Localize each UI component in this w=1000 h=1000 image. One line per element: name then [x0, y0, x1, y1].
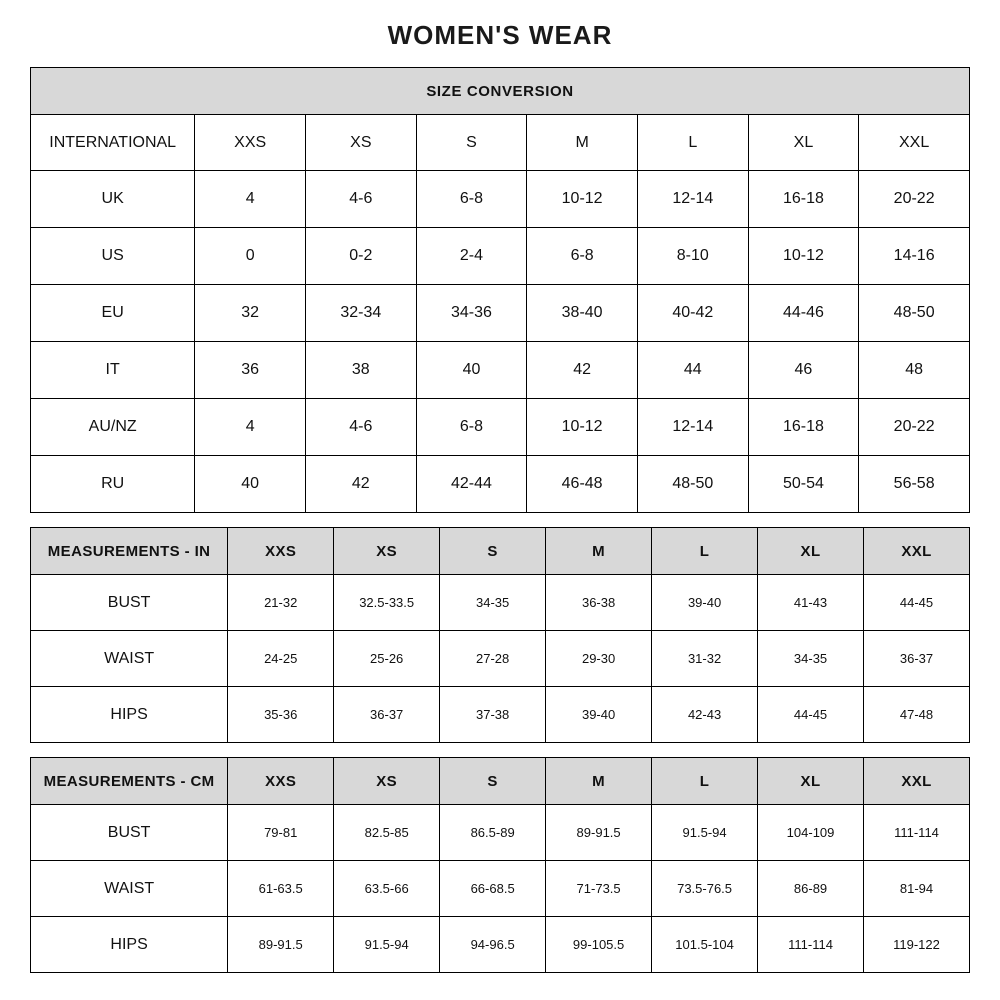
size-value-cell: 82.5-85: [334, 805, 440, 861]
size-value-cell: 4-6: [305, 399, 416, 456]
size-value-cell: 0-2: [305, 228, 416, 285]
size-value-cell: 34-35: [440, 575, 546, 631]
size-value-cell: 40-42: [637, 285, 748, 342]
size-value-cell: 32: [195, 285, 306, 342]
size-value-cell: 44: [637, 342, 748, 399]
table-row: [31, 687, 970, 743]
row-label: UK: [31, 171, 195, 228]
size-column-header: XS: [305, 115, 416, 171]
size-value-cell: 48-50: [637, 456, 748, 513]
size-value-cell: 79-81: [228, 805, 334, 861]
size-value-cell: 10-12: [527, 171, 638, 228]
size-value-cell: 111-114: [758, 917, 864, 973]
size-value-cell: 31-32: [652, 631, 758, 687]
size-value-cell: 50-54: [748, 456, 859, 513]
size-value-cell: 40: [195, 456, 306, 513]
size-value-cell: 41-43: [758, 575, 864, 631]
size-value-cell: 61-63.5: [228, 861, 334, 917]
size-value-cell: 21-32: [228, 575, 334, 631]
table-row: [31, 228, 970, 285]
row-label-header: MEASUREMENTS - IN: [31, 528, 228, 575]
row-label: WAIST: [31, 861, 228, 917]
size-value-cell: 44-46: [748, 285, 859, 342]
size-value-cell: 4-6: [305, 171, 416, 228]
size-column-header: XXL: [864, 528, 970, 575]
size-conversion-banner: SIZE CONVERSION: [31, 68, 970, 115]
size-column-header: XS: [334, 758, 440, 805]
size-value-cell: 46: [748, 342, 859, 399]
size-value-cell: 111-114: [864, 805, 970, 861]
size-value-cell: 36-37: [864, 631, 970, 687]
size-value-cell: 47-48: [864, 687, 970, 743]
size-value-cell: 10-12: [527, 399, 638, 456]
table-row: [31, 631, 970, 687]
measurements-in-body: [31, 575, 970, 743]
measurements-in-header-row: [31, 528, 970, 575]
size-value-cell: 86-89: [758, 861, 864, 917]
size-value-cell: 32-34: [305, 285, 416, 342]
size-value-cell: 48-50: [859, 285, 970, 342]
size-value-cell: 2-4: [416, 228, 527, 285]
table-row: [31, 399, 970, 456]
row-label-header: INTERNATIONAL: [31, 115, 195, 171]
size-value-cell: 89-91.5: [546, 805, 652, 861]
size-value-cell: 34-35: [758, 631, 864, 687]
size-value-cell: 6-8: [416, 171, 527, 228]
size-column-header: XL: [758, 758, 864, 805]
row-label: HIPS: [31, 687, 228, 743]
table-row: [31, 285, 970, 342]
size-value-cell: 16-18: [748, 399, 859, 456]
table-row: [31, 805, 970, 861]
size-conversion-body: [31, 171, 970, 513]
size-value-cell: 35-36: [228, 687, 334, 743]
size-column-header: XS: [334, 528, 440, 575]
size-column-header: XXS: [228, 528, 334, 575]
size-value-cell: 10-12: [748, 228, 859, 285]
row-label: EU: [31, 285, 195, 342]
size-value-cell: 71-73.5: [546, 861, 652, 917]
size-column-header: XL: [748, 115, 859, 171]
size-value-cell: 12-14: [637, 399, 748, 456]
size-value-cell: 42: [527, 342, 638, 399]
size-value-cell: 36: [195, 342, 306, 399]
size-column-header: L: [652, 528, 758, 575]
row-label-header: MEASUREMENTS - CM: [31, 758, 228, 805]
size-value-cell: 6-8: [527, 228, 638, 285]
row-label: BUST: [31, 575, 228, 631]
table-row: [31, 917, 970, 973]
size-column-header: M: [546, 758, 652, 805]
measurements-in-table: [30, 527, 970, 743]
size-value-cell: 40: [416, 342, 527, 399]
size-value-cell: 16-18: [748, 171, 859, 228]
size-value-cell: 81-94: [864, 861, 970, 917]
size-column-header: L: [637, 115, 748, 171]
size-value-cell: 91.5-94: [652, 805, 758, 861]
table-row: [31, 861, 970, 917]
size-column-header: S: [440, 758, 546, 805]
size-value-cell: 32.5-33.5: [334, 575, 440, 631]
size-column-header: M: [546, 528, 652, 575]
page-title: WOMEN'S WEAR: [387, 20, 613, 50]
size-value-cell: 42-43: [652, 687, 758, 743]
size-value-cell: 27-28: [440, 631, 546, 687]
size-value-cell: 37-38: [440, 687, 546, 743]
row-label: HIPS: [31, 917, 228, 973]
size-value-cell: 63.5-66: [334, 861, 440, 917]
size-value-cell: 0: [195, 228, 306, 285]
size-value-cell: 4: [195, 399, 306, 456]
size-value-cell: 91.5-94: [334, 917, 440, 973]
size-value-cell: 119-122: [864, 917, 970, 973]
size-value-cell: 4: [195, 171, 306, 228]
measurements-cm-header-row: [31, 758, 970, 805]
size-value-cell: 48: [859, 342, 970, 399]
row-label: BUST: [31, 805, 228, 861]
size-conversion-banner-row: [31, 68, 970, 115]
size-value-cell: 29-30: [546, 631, 652, 687]
size-value-cell: 42-44: [416, 456, 527, 513]
size-column-header: XXS: [195, 115, 306, 171]
size-value-cell: 86.5-89: [440, 805, 546, 861]
size-value-cell: 42: [305, 456, 416, 513]
size-value-cell: 44-45: [864, 575, 970, 631]
size-value-cell: 24-25: [228, 631, 334, 687]
size-value-cell: 34-36: [416, 285, 527, 342]
size-value-cell: 104-109: [758, 805, 864, 861]
size-value-cell: 20-22: [859, 399, 970, 456]
size-value-cell: 20-22: [859, 171, 970, 228]
size-value-cell: 99-105.5: [546, 917, 652, 973]
measurements-cm-body: [31, 805, 970, 973]
size-value-cell: 39-40: [546, 687, 652, 743]
measurements-cm-table: [30, 757, 970, 973]
table-row: [31, 342, 970, 399]
size-value-cell: 66-68.5: [440, 861, 546, 917]
row-label: IT: [31, 342, 195, 399]
size-column-header: S: [440, 528, 546, 575]
size-value-cell: 73.5-76.5: [652, 861, 758, 917]
size-value-cell: 6-8: [416, 399, 527, 456]
size-column-header: XL: [758, 528, 864, 575]
size-column-header: L: [652, 758, 758, 805]
size-column-header: XXL: [859, 115, 970, 171]
size-column-header: XXS: [228, 758, 334, 805]
table-row: [31, 575, 970, 631]
size-column-header: M: [527, 115, 638, 171]
size-value-cell: 38-40: [527, 285, 638, 342]
size-value-cell: 36-37: [334, 687, 440, 743]
size-value-cell: 39-40: [652, 575, 758, 631]
size-value-cell: 46-48: [527, 456, 638, 513]
size-value-cell: 101.5-104: [652, 917, 758, 973]
row-label: AU/NZ: [31, 399, 195, 456]
size-value-cell: 36-38: [546, 575, 652, 631]
size-value-cell: 14-16: [859, 228, 970, 285]
size-value-cell: 89-91.5: [228, 917, 334, 973]
size-value-cell: 94-96.5: [440, 917, 546, 973]
size-conversion-table: [30, 67, 970, 513]
size-value-cell: 44-45: [758, 687, 864, 743]
size-value-cell: 38: [305, 342, 416, 399]
size-value-cell: 8-10: [637, 228, 748, 285]
size-value-cell: 56-58: [859, 456, 970, 513]
row-label: WAIST: [31, 631, 228, 687]
size-conversion-header-row: [31, 115, 970, 171]
size-column-header: XXL: [864, 758, 970, 805]
row-label: RU: [31, 456, 195, 513]
size-value-cell: 25-26: [334, 631, 440, 687]
table-row: [31, 456, 970, 513]
size-column-header: S: [416, 115, 527, 171]
size-value-cell: 12-14: [637, 171, 748, 228]
table-row: [31, 171, 970, 228]
row-label: US: [31, 228, 195, 285]
